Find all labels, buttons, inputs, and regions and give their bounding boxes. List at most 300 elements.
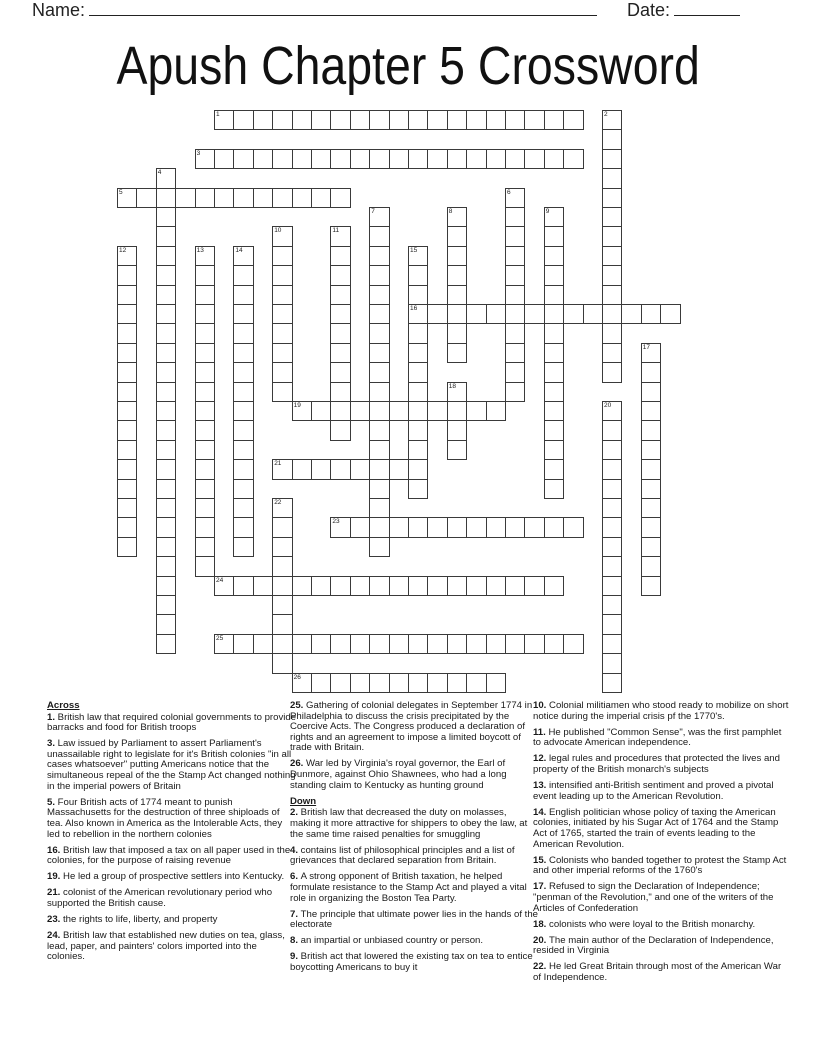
grid-cell[interactable] xyxy=(660,304,680,324)
grid-cell[interactable] xyxy=(369,343,389,363)
grid-cell[interactable] xyxy=(292,149,312,169)
grid-cell[interactable] xyxy=(369,265,389,285)
grid-cell[interactable] xyxy=(156,265,176,285)
grid-cell[interactable] xyxy=(602,323,622,343)
grid-cell[interactable] xyxy=(292,188,312,208)
grid-cell[interactable] xyxy=(641,362,661,382)
grid-cell[interactable] xyxy=(408,634,428,654)
grid-cell[interactable] xyxy=(447,343,467,363)
grid-cell[interactable] xyxy=(641,459,661,479)
grid-cell[interactable] xyxy=(369,246,389,266)
grid-cell[interactable] xyxy=(117,517,137,537)
grid-cell[interactable] xyxy=(272,285,292,305)
grid-cell[interactable] xyxy=(233,420,253,440)
grid-cell[interactable] xyxy=(330,459,350,479)
grid-cell[interactable] xyxy=(117,188,137,208)
grid-cell[interactable] xyxy=(602,285,622,305)
grid-cell[interactable] xyxy=(117,343,137,363)
grid-cell[interactable] xyxy=(117,459,137,479)
grid-cell[interactable] xyxy=(156,168,176,188)
grid-cell[interactable] xyxy=(369,420,389,440)
grid-cell[interactable] xyxy=(330,188,350,208)
grid-cell[interactable] xyxy=(563,110,583,130)
grid-cell[interactable] xyxy=(466,149,486,169)
grid-cell[interactable] xyxy=(272,537,292,557)
grid-cell[interactable] xyxy=(214,149,234,169)
grid-cell[interactable] xyxy=(156,188,176,208)
grid-cell[interactable] xyxy=(311,149,331,169)
grid-cell[interactable] xyxy=(195,440,215,460)
grid-cell[interactable] xyxy=(330,401,350,421)
grid-cell[interactable] xyxy=(427,634,447,654)
grid-cell[interactable] xyxy=(505,246,525,266)
grid-cell[interactable] xyxy=(272,576,292,596)
grid-cell[interactable] xyxy=(505,188,525,208)
grid-cell[interactable] xyxy=(544,634,564,654)
grid-cell[interactable] xyxy=(544,459,564,479)
grid-cell[interactable] xyxy=(272,517,292,537)
grid-cell[interactable] xyxy=(233,479,253,499)
grid-cell[interactable] xyxy=(447,517,467,537)
grid-cell[interactable] xyxy=(602,207,622,227)
grid-cell[interactable] xyxy=(408,673,428,693)
grid-cell[interactable] xyxy=(233,459,253,479)
grid-cell[interactable] xyxy=(447,265,467,285)
grid-cell[interactable] xyxy=(447,110,467,130)
grid-cell[interactable] xyxy=(311,673,331,693)
grid-cell[interactable] xyxy=(602,110,622,130)
grid-cell[interactable] xyxy=(195,556,215,576)
grid-cell[interactable] xyxy=(486,304,506,324)
grid-cell[interactable] xyxy=(389,517,409,537)
grid-cell[interactable] xyxy=(524,634,544,654)
grid-cell[interactable] xyxy=(350,110,370,130)
grid-cell[interactable] xyxy=(156,207,176,227)
grid-cell[interactable] xyxy=(156,459,176,479)
grid-cell[interactable] xyxy=(505,382,525,402)
grid-cell[interactable] xyxy=(563,304,583,324)
grid-cell[interactable] xyxy=(641,498,661,518)
grid-cell[interactable] xyxy=(117,265,137,285)
grid-cell[interactable] xyxy=(369,479,389,499)
grid-cell[interactable] xyxy=(272,459,292,479)
grid-cell[interactable] xyxy=(369,440,389,460)
grid-cell[interactable] xyxy=(505,362,525,382)
grid-cell[interactable] xyxy=(330,285,350,305)
grid-cell[interactable] xyxy=(311,110,331,130)
grid-cell[interactable] xyxy=(156,382,176,402)
grid-cell[interactable] xyxy=(544,226,564,246)
grid-cell[interactable] xyxy=(292,459,312,479)
grid-cell[interactable] xyxy=(544,343,564,363)
grid-cell[interactable] xyxy=(369,226,389,246)
grid-cell[interactable] xyxy=(544,362,564,382)
grid-cell[interactable] xyxy=(233,110,253,130)
grid-cell[interactable] xyxy=(233,246,253,266)
grid-cell[interactable] xyxy=(447,323,467,343)
grid-cell[interactable] xyxy=(486,149,506,169)
grid-cell[interactable] xyxy=(195,517,215,537)
grid-cell[interactable] xyxy=(117,401,137,421)
grid-cell[interactable] xyxy=(389,576,409,596)
grid-cell[interactable] xyxy=(563,149,583,169)
grid-cell[interactable] xyxy=(544,323,564,343)
grid-cell[interactable] xyxy=(311,459,331,479)
grid-cell[interactable] xyxy=(272,362,292,382)
grid-cell[interactable] xyxy=(641,401,661,421)
grid-cell[interactable] xyxy=(544,576,564,596)
grid-cell[interactable] xyxy=(253,576,273,596)
grid-cell[interactable] xyxy=(156,304,176,324)
grid-cell[interactable] xyxy=(350,401,370,421)
grid-cell[interactable] xyxy=(156,420,176,440)
grid-cell[interactable] xyxy=(330,420,350,440)
grid-cell[interactable] xyxy=(641,420,661,440)
grid-cell[interactable] xyxy=(369,634,389,654)
grid-cell[interactable] xyxy=(195,246,215,266)
grid-cell[interactable] xyxy=(369,459,389,479)
grid-cell[interactable] xyxy=(602,129,622,149)
grid-cell[interactable] xyxy=(272,110,292,130)
grid-cell[interactable] xyxy=(408,149,428,169)
grid-cell[interactable] xyxy=(641,382,661,402)
grid-cell[interactable] xyxy=(408,362,428,382)
grid-cell[interactable] xyxy=(330,634,350,654)
grid-cell[interactable] xyxy=(233,304,253,324)
grid-cell[interactable] xyxy=(563,517,583,537)
grid-cell[interactable] xyxy=(350,517,370,537)
grid-cell[interactable] xyxy=(408,382,428,402)
grid-cell[interactable] xyxy=(544,246,564,266)
grid-cell[interactable] xyxy=(350,673,370,693)
grid-cell[interactable] xyxy=(505,265,525,285)
grid-cell[interactable] xyxy=(505,149,525,169)
grid-cell[interactable] xyxy=(156,440,176,460)
grid-cell[interactable] xyxy=(369,323,389,343)
grid-cell[interactable] xyxy=(427,673,447,693)
grid-cell[interactable] xyxy=(233,440,253,460)
grid-cell[interactable] xyxy=(156,537,176,557)
grid-cell[interactable] xyxy=(253,634,273,654)
grid-cell[interactable] xyxy=(408,246,428,266)
grid-cell[interactable] xyxy=(408,401,428,421)
grid-cell[interactable] xyxy=(272,188,292,208)
grid-cell[interactable] xyxy=(544,517,564,537)
grid-cell[interactable] xyxy=(641,304,661,324)
grid-cell[interactable] xyxy=(447,382,467,402)
grid-cell[interactable] xyxy=(544,265,564,285)
grid-cell[interactable] xyxy=(447,634,467,654)
grid-cell[interactable] xyxy=(602,595,622,615)
grid-cell[interactable] xyxy=(272,614,292,634)
grid-cell[interactable] xyxy=(389,634,409,654)
grid-cell[interactable] xyxy=(156,323,176,343)
grid-cell[interactable] xyxy=(330,576,350,596)
grid-cell[interactable] xyxy=(369,498,389,518)
grid-cell[interactable] xyxy=(117,323,137,343)
grid-cell[interactable] xyxy=(330,149,350,169)
grid-cell[interactable] xyxy=(350,576,370,596)
grid-cell[interactable] xyxy=(330,304,350,324)
grid-cell[interactable] xyxy=(583,304,603,324)
grid-cell[interactable] xyxy=(195,362,215,382)
grid-cell[interactable] xyxy=(156,479,176,499)
grid-cell[interactable] xyxy=(408,304,428,324)
grid-cell[interactable] xyxy=(524,149,544,169)
grid-cell[interactable] xyxy=(408,343,428,363)
grid-cell[interactable] xyxy=(233,498,253,518)
grid-cell[interactable] xyxy=(330,265,350,285)
grid-cell[interactable] xyxy=(505,110,525,130)
grid-cell[interactable] xyxy=(117,420,137,440)
grid-cell[interactable] xyxy=(272,556,292,576)
grid-cell[interactable] xyxy=(447,440,467,460)
grid-cell[interactable] xyxy=(408,285,428,305)
grid-cell[interactable] xyxy=(505,343,525,363)
grid-cell[interactable] xyxy=(408,265,428,285)
grid-cell[interactable] xyxy=(447,226,467,246)
grid-cell[interactable] xyxy=(602,537,622,557)
grid-cell[interactable] xyxy=(427,149,447,169)
grid-cell[interactable] xyxy=(427,401,447,421)
grid-cell[interactable] xyxy=(156,401,176,421)
grid-cell[interactable] xyxy=(272,343,292,363)
grid-cell[interactable] xyxy=(136,188,156,208)
grid-cell[interactable] xyxy=(330,673,350,693)
grid-cell[interactable] xyxy=(641,479,661,499)
grid-cell[interactable] xyxy=(641,576,661,596)
grid-cell[interactable] xyxy=(486,517,506,537)
grid-cell[interactable] xyxy=(156,634,176,654)
grid-cell[interactable] xyxy=(602,556,622,576)
grid-cell[interactable] xyxy=(389,459,409,479)
grid-cell[interactable] xyxy=(447,285,467,305)
grid-cell[interactable] xyxy=(427,304,447,324)
grid-cell[interactable] xyxy=(272,382,292,402)
grid-cell[interactable] xyxy=(292,634,312,654)
grid-cell[interactable] xyxy=(272,149,292,169)
grid-cell[interactable] xyxy=(602,265,622,285)
grid-cell[interactable] xyxy=(621,304,641,324)
grid-cell[interactable] xyxy=(253,149,273,169)
grid-cell[interactable] xyxy=(214,110,234,130)
grid-cell[interactable] xyxy=(544,207,564,227)
grid-cell[interactable] xyxy=(195,304,215,324)
grid-cell[interactable] xyxy=(175,188,195,208)
grid-cell[interactable] xyxy=(272,246,292,266)
grid-cell[interactable] xyxy=(195,323,215,343)
grid-cell[interactable] xyxy=(292,576,312,596)
grid-cell[interactable] xyxy=(544,285,564,305)
grid-cell[interactable] xyxy=(253,110,273,130)
grid-cell[interactable] xyxy=(602,517,622,537)
grid-cell[interactable] xyxy=(544,420,564,440)
grid-cell[interactable] xyxy=(447,401,467,421)
grid-cell[interactable] xyxy=(466,304,486,324)
grid-cell[interactable] xyxy=(447,304,467,324)
grid-cell[interactable] xyxy=(272,304,292,324)
grid-cell[interactable] xyxy=(505,304,525,324)
grid-cell[interactable] xyxy=(505,517,525,537)
grid-cell[interactable] xyxy=(233,576,253,596)
grid-cell[interactable] xyxy=(447,207,467,227)
grid-cell[interactable] xyxy=(214,634,234,654)
grid-cell[interactable] xyxy=(408,420,428,440)
grid-cell[interactable] xyxy=(214,188,234,208)
grid-cell[interactable] xyxy=(233,265,253,285)
grid-cell[interactable] xyxy=(233,362,253,382)
grid-cell[interactable] xyxy=(311,401,331,421)
grid-cell[interactable] xyxy=(195,420,215,440)
grid-cell[interactable] xyxy=(117,479,137,499)
grid-cell[interactable] xyxy=(602,614,622,634)
grid-cell[interactable] xyxy=(408,440,428,460)
grid-cell[interactable] xyxy=(156,246,176,266)
grid-cell[interactable] xyxy=(156,517,176,537)
grid-cell[interactable] xyxy=(524,517,544,537)
grid-cell[interactable] xyxy=(602,401,622,421)
grid-cell[interactable] xyxy=(602,188,622,208)
grid-cell[interactable] xyxy=(505,285,525,305)
grid-cell[interactable] xyxy=(369,149,389,169)
grid-cell[interactable] xyxy=(330,226,350,246)
grid-cell[interactable] xyxy=(195,498,215,518)
grid-cell[interactable] xyxy=(156,343,176,363)
grid-cell[interactable] xyxy=(602,634,622,654)
grid-cell[interactable] xyxy=(233,285,253,305)
grid-cell[interactable] xyxy=(272,498,292,518)
grid-cell[interactable] xyxy=(330,343,350,363)
grid-cell[interactable] xyxy=(156,498,176,518)
grid-cell[interactable] xyxy=(524,576,544,596)
grid-cell[interactable] xyxy=(544,440,564,460)
grid-cell[interactable] xyxy=(602,149,622,169)
grid-cell[interactable] xyxy=(156,614,176,634)
grid-cell[interactable] xyxy=(486,634,506,654)
grid-cell[interactable] xyxy=(602,673,622,693)
grid-cell[interactable] xyxy=(369,362,389,382)
grid-cell[interactable] xyxy=(117,537,137,557)
grid-cell[interactable] xyxy=(466,576,486,596)
grid-cell[interactable] xyxy=(195,401,215,421)
grid-cell[interactable] xyxy=(272,265,292,285)
grid-cell[interactable] xyxy=(330,323,350,343)
grid-cell[interactable] xyxy=(505,207,525,227)
grid-cell[interactable] xyxy=(466,673,486,693)
grid-cell[interactable] xyxy=(466,401,486,421)
grid-cell[interactable] xyxy=(272,634,292,654)
grid-cell[interactable] xyxy=(195,149,215,169)
grid-cell[interactable] xyxy=(195,188,215,208)
grid-cell[interactable] xyxy=(389,149,409,169)
grid-cell[interactable] xyxy=(447,420,467,440)
grid-cell[interactable] xyxy=(330,517,350,537)
grid-cell[interactable] xyxy=(641,343,661,363)
grid-cell[interactable] xyxy=(233,382,253,402)
grid-cell[interactable] xyxy=(272,226,292,246)
grid-cell[interactable] xyxy=(505,634,525,654)
grid-cell[interactable] xyxy=(117,362,137,382)
grid-cell[interactable] xyxy=(466,110,486,130)
grid-cell[interactable] xyxy=(311,576,331,596)
grid-cell[interactable] xyxy=(544,149,564,169)
grid-cell[interactable] xyxy=(466,517,486,537)
grid-cell[interactable] xyxy=(330,246,350,266)
grid-cell[interactable] xyxy=(195,479,215,499)
grid-cell[interactable] xyxy=(156,576,176,596)
grid-cell[interactable] xyxy=(544,304,564,324)
grid-cell[interactable] xyxy=(369,537,389,557)
grid-cell[interactable] xyxy=(233,537,253,557)
grid-cell[interactable] xyxy=(486,576,506,596)
grid-cell[interactable] xyxy=(195,459,215,479)
grid-cell[interactable] xyxy=(602,420,622,440)
grid-cell[interactable] xyxy=(408,479,428,499)
grid-cell[interactable] xyxy=(350,634,370,654)
grid-cell[interactable] xyxy=(156,285,176,305)
grid-cell[interactable] xyxy=(544,382,564,402)
grid-cell[interactable] xyxy=(641,440,661,460)
grid-cell[interactable] xyxy=(311,634,331,654)
grid-cell[interactable] xyxy=(117,440,137,460)
grid-cell[interactable] xyxy=(524,304,544,324)
grid-cell[interactable] xyxy=(408,323,428,343)
grid-cell[interactable] xyxy=(505,323,525,343)
grid-cell[interactable] xyxy=(486,110,506,130)
grid-cell[interactable] xyxy=(195,285,215,305)
grid-cell[interactable] xyxy=(117,285,137,305)
grid-cell[interactable] xyxy=(427,576,447,596)
grid-cell[interactable] xyxy=(369,304,389,324)
grid-cell[interactable] xyxy=(447,149,467,169)
grid-cell[interactable] xyxy=(253,188,273,208)
grid-cell[interactable] xyxy=(641,537,661,557)
grid-cell[interactable] xyxy=(292,673,312,693)
grid-cell[interactable] xyxy=(195,537,215,557)
grid-cell[interactable] xyxy=(505,226,525,246)
grid-cell[interactable] xyxy=(330,110,350,130)
grid-cell[interactable] xyxy=(117,246,137,266)
grid-cell[interactable] xyxy=(272,595,292,615)
grid-cell[interactable] xyxy=(195,382,215,402)
grid-cell[interactable] xyxy=(233,517,253,537)
grid-cell[interactable] xyxy=(447,246,467,266)
grid-cell[interactable] xyxy=(369,401,389,421)
grid-cell[interactable] xyxy=(156,362,176,382)
grid-cell[interactable] xyxy=(330,382,350,402)
grid-cell[interactable] xyxy=(156,595,176,615)
grid-cell[interactable] xyxy=(466,634,486,654)
grid-cell[interactable] xyxy=(427,110,447,130)
grid-cell[interactable] xyxy=(602,653,622,673)
grid-cell[interactable] xyxy=(602,362,622,382)
grid-cell[interactable] xyxy=(195,343,215,363)
grid-cell[interactable] xyxy=(233,149,253,169)
grid-cell[interactable] xyxy=(602,246,622,266)
grid-cell[interactable] xyxy=(350,149,370,169)
grid-cell[interactable] xyxy=(369,517,389,537)
grid-cell[interactable] xyxy=(233,634,253,654)
grid-cell[interactable] xyxy=(408,517,428,537)
grid-cell[interactable] xyxy=(369,207,389,227)
grid-cell[interactable] xyxy=(408,576,428,596)
grid-cell[interactable] xyxy=(641,556,661,576)
grid-cell[interactable] xyxy=(486,401,506,421)
grid-cell[interactable] xyxy=(195,265,215,285)
grid-cell[interactable] xyxy=(602,304,622,324)
grid-cell[interactable] xyxy=(408,110,428,130)
grid-cell[interactable] xyxy=(292,401,312,421)
